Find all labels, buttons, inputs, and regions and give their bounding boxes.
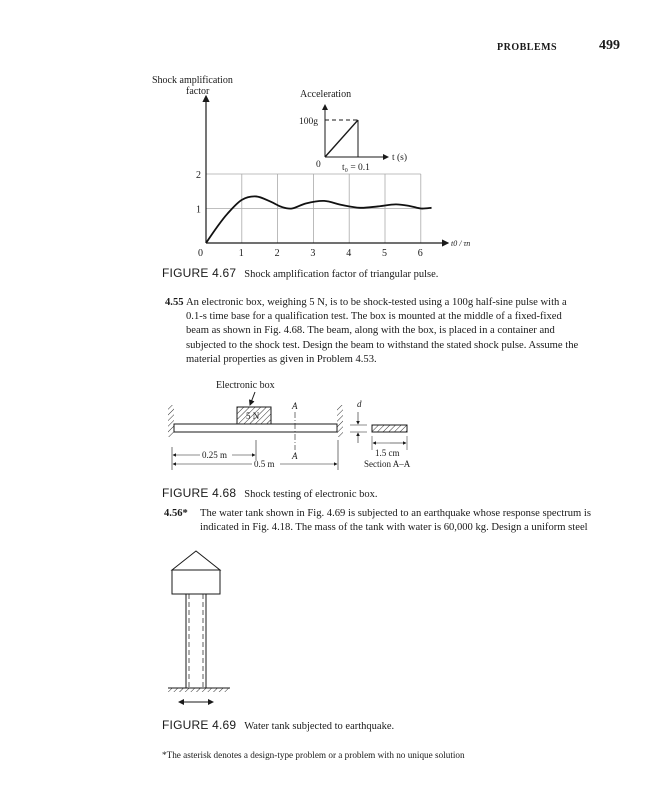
figure-4-69-water-tank bbox=[160, 545, 240, 710]
problem-line: 0.1-s time base for a qualification test. The box is mounted at the middle of a fixed-fixed bbox=[186, 311, 562, 323]
y-tick-label: 1 bbox=[196, 204, 201, 216]
problem-line: The water tank shown in Fig. 4.69 is subjected to an earthquake whose response spectrum is bbox=[200, 508, 591, 519]
y-axis-label-line2: factor bbox=[186, 86, 210, 97]
problem-line: An electronic box, weighing 5 N, is to be shock-tested using a 100g half-sine pulse with a bbox=[186, 297, 567, 308]
figure-4-69-caption bbox=[162, 718, 394, 732]
inset-title: Acceleration bbox=[300, 89, 352, 100]
ground bbox=[168, 688, 230, 692]
weight-label: 5 N bbox=[246, 411, 260, 421]
problem-line: beam as shown in Fig. 4.68. The beam, along with the box, is placed in a container and bbox=[186, 325, 555, 337]
running-header-section: PROBLEMS bbox=[497, 42, 558, 53]
inset-pulse-ramp bbox=[325, 120, 358, 157]
x-tick-label: 4 bbox=[346, 248, 352, 259]
tank-roof bbox=[172, 551, 220, 570]
x-axis-label: t0 / τn bbox=[451, 239, 471, 248]
depth-label: d bbox=[357, 399, 362, 409]
x-tick-label: 1 bbox=[238, 248, 244, 259]
problem-number: 4.55 bbox=[165, 297, 184, 308]
y-tick-label: 2 bbox=[196, 170, 201, 181]
inset-peak-label: 100g bbox=[299, 117, 318, 127]
width-label: 1.5 cm bbox=[375, 448, 400, 458]
caption-text: Water tank subjected to earthquake. bbox=[244, 721, 395, 732]
x-tick-label: 6 bbox=[417, 248, 423, 259]
problem-line: subjected to the shock test. Design the beam to withstand the stated shock pulse. Assume the bbox=[186, 339, 579, 351]
caption-text: Shock amplification factor of triangular pulse. bbox=[244, 269, 439, 280]
inset-t0-label: t₀ = 0.1 bbox=[342, 163, 370, 173]
figure-label: FIGURE 4.67 bbox=[162, 266, 237, 280]
footnote: *The asterisk denotes a design-type problem or a problem with no unique solution bbox=[162, 750, 465, 760]
figure-4-67-chart bbox=[140, 68, 500, 263]
figure-label: FIGURE 4.68 bbox=[162, 486, 237, 500]
x-tick-label: 3 bbox=[310, 248, 316, 259]
problem-4-56 bbox=[164, 507, 616, 535]
x-tick-label: 2 bbox=[274, 248, 280, 259]
series-line-shock-amplification bbox=[206, 196, 432, 243]
figure-label: FIGURE 4.69 bbox=[162, 718, 237, 732]
figure-4-67-caption bbox=[162, 266, 438, 280]
tank-body bbox=[172, 570, 220, 594]
problem-line: indicated in Fig. 4.18. The mass of the tank with water is 60,000 kg. Design a uniform steel bbox=[200, 522, 588, 534]
inset-time-axis-label: t (s) bbox=[392, 153, 408, 163]
y-axis-label-line1: Shock amplification bbox=[152, 75, 233, 86]
section-mark-bottom: A bbox=[292, 451, 298, 461]
origin-label: 0 bbox=[198, 248, 203, 259]
right-fixed-support bbox=[337, 405, 343, 437]
problem-line: material properties as given in Problem 4.53. bbox=[186, 353, 377, 365]
dimension-0-25m: 0.25 m bbox=[202, 450, 228, 460]
page-number: 499 bbox=[599, 38, 620, 53]
left-fixed-support bbox=[168, 405, 174, 437]
figure-4-68-diagram bbox=[160, 375, 460, 475]
beam bbox=[174, 424, 337, 432]
problem-number: 4.56* bbox=[164, 508, 188, 519]
beam-cross-section bbox=[372, 425, 407, 432]
inset-origin-label: 0 bbox=[316, 160, 321, 170]
x-tick-label: 5 bbox=[382, 248, 387, 259]
section-mark-top: A bbox=[292, 401, 298, 411]
electronic-box-label: Electronic box bbox=[216, 380, 275, 391]
section-label: Section A–A bbox=[364, 459, 411, 469]
chart-grid bbox=[206, 174, 421, 243]
dimension-0-5m: 0.5 m bbox=[254, 459, 275, 469]
problem-4-55 bbox=[165, 296, 616, 367]
figure-4-68-caption bbox=[162, 486, 378, 500]
caption-text: Shock testing of electronic box. bbox=[244, 489, 378, 500]
